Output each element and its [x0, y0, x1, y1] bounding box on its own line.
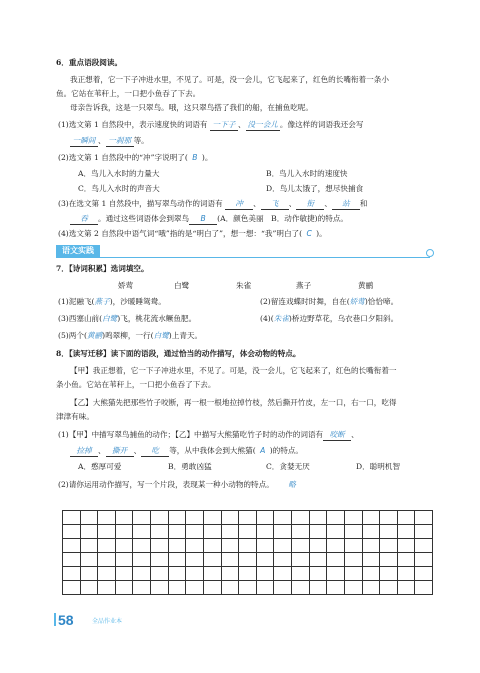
- grid-cell[interactable]: [310, 567, 328, 581]
- grid-cell[interactable]: [327, 581, 345, 595]
- answer-blank[interactable]: 撕开: [106, 446, 134, 457]
- grid-cell[interactable]: [98, 525, 116, 539]
- grid-cell[interactable]: [98, 567, 116, 581]
- grid-cell[interactable]: [222, 581, 240, 595]
- q8-passage-line: 【乙】大熊猫先把那些竹子咬断，再一根一根地拉掉竹枝，然后撕开竹皮，左一口，右一口，吃得: [70, 398, 397, 407]
- grid-cell[interactable]: [98, 539, 116, 553]
- grid-cell[interactable]: [169, 539, 187, 553]
- answer-fill[interactable]: 娇莺: [349, 297, 365, 306]
- option: C．贪婪无厌: [266, 462, 310, 471]
- grid-cell[interactable]: [133, 539, 151, 553]
- grid-cell[interactable]: [292, 539, 310, 553]
- grid-cell[interactable]: [81, 539, 99, 553]
- q6-sub3-cont: 吞 。通过这些词语体会到翠鸟 B (A．颜色美丽 B．动作敏捷)的特点。: [70, 214, 348, 225]
- q6-passage-line: 母亲告诉我，这是一只翠鸟。哦，这只翠鸟搭了我们的船，在捕鱼吃呢。: [70, 103, 313, 112]
- grid-cell[interactable]: [186, 511, 204, 525]
- q6-sub1-cont: 一瞬间 、 一刹那 等。: [70, 136, 149, 147]
- grid-cell[interactable]: [257, 511, 275, 525]
- grid-cell[interactable]: [415, 553, 433, 567]
- option: C．鸟儿入水时的声音大: [78, 184, 160, 193]
- option: D．鸟儿太饿了，想尽快捕食: [266, 184, 364, 193]
- q8-passage-line: 津津有味。: [56, 412, 94, 421]
- grid-cell[interactable]: [133, 511, 151, 525]
- grid-cell[interactable]: [222, 525, 240, 539]
- grid-cell[interactable]: [345, 581, 363, 595]
- grid-cell[interactable]: [363, 553, 381, 567]
- grid-cell[interactable]: [169, 511, 187, 525]
- grid-cell[interactable]: [116, 567, 134, 581]
- answer-choice[interactable]: B: [192, 153, 198, 162]
- grid-cell[interactable]: [345, 553, 363, 567]
- q7-line4: (4)(朱雀)桥边野草花，乌衣巷口夕阳斜。: [260, 314, 399, 323]
- grid-cell[interactable]: [380, 525, 398, 539]
- grid-cell[interactable]: [222, 511, 240, 525]
- q7-line5: (5)两个(黄鹂)鸣翠柳，一行(白鹭)上青天。: [58, 331, 203, 340]
- grid-cell[interactable]: [239, 539, 257, 553]
- q6-passage-line: 我正想着，它一下子冲进水里，不见了。可是，没一会儿，它飞起来了，红色的长嘴衔着一条小: [70, 75, 389, 84]
- grid-cell[interactable]: [169, 567, 187, 581]
- q8-passage-line: 【甲】我正想着，它一下子冲进水里，不见了。可是，没一会儿，它飞起来了，红色的长嘴衔着一: [70, 366, 397, 375]
- section-banner: [56, 245, 430, 258]
- grid-cell[interactable]: [415, 525, 433, 539]
- grid-cell[interactable]: [292, 581, 310, 595]
- grid-cell[interactable]: [345, 525, 363, 539]
- grid-cell[interactable]: [204, 581, 222, 595]
- answer-fill[interactable]: 朱雀: [273, 314, 289, 323]
- word-option: 白鹭: [174, 281, 190, 290]
- q8-title: 8．【读写迁移】读下面的语段，通过恰当的动作描写，体会动物的特点。: [56, 349, 301, 358]
- q6-sub3: (3)在选文第 1 自然段中，描写翠鸟动作的词语有 冲 、 飞 、 衔 、 站 和: [58, 199, 368, 208]
- answer-blank[interactable]: 一瞬间: [70, 136, 98, 147]
- q7-line3: (3)西塞山前(白鹭)飞，桃花流水鳜鱼肥。: [58, 314, 197, 323]
- grid-cell[interactable]: [63, 525, 81, 539]
- grid-cell[interactable]: [363, 525, 381, 539]
- grid-cell[interactable]: [204, 553, 222, 567]
- grid-cell[interactable]: [133, 567, 151, 581]
- q7-line1: (1)泥融飞(燕子)，沙暖睡鸳鸯。: [58, 297, 166, 306]
- grid-cell[interactable]: [151, 511, 169, 525]
- grid-cell[interactable]: [151, 567, 169, 581]
- grid-cell[interactable]: [398, 511, 416, 525]
- q7-title: 7．【诗词积累】选词填空。: [56, 264, 149, 273]
- q6-title: 6．重点语段阅读。: [56, 58, 123, 67]
- answer-fill[interactable]: 白鹭: [153, 331, 169, 340]
- grid-cell[interactable]: [398, 553, 416, 567]
- answer-fill[interactable]: 燕子: [94, 297, 110, 306]
- answer-blank[interactable]: 站: [332, 199, 360, 210]
- circle-icon: [426, 249, 434, 257]
- option: A．憨厚可爱: [78, 462, 122, 471]
- grid-cell[interactable]: [239, 567, 257, 581]
- grid-cell[interactable]: [204, 567, 222, 581]
- grid-cell[interactable]: [63, 511, 81, 525]
- grid-cell[interactable]: [98, 581, 116, 595]
- answer-blank[interactable]: 衔: [296, 199, 324, 210]
- grid-cell[interactable]: [327, 553, 345, 567]
- answer-blank[interactable]: 吞: [70, 214, 98, 225]
- grid-cell[interactable]: [151, 539, 169, 553]
- grid-cell[interactable]: [133, 553, 151, 567]
- grid-cell[interactable]: [327, 539, 345, 553]
- grid-cell[interactable]: [257, 539, 275, 553]
- grid-cell[interactable]: [239, 581, 257, 595]
- book-label: 全品作业本: [92, 618, 123, 625]
- option: D．聪明机智: [356, 462, 401, 471]
- q6-sub2: (2)选文第 1 自然段中的“冲”字说明了( B )。: [58, 153, 213, 162]
- q7-line2: (2)留连戏蝶时时舞，自在(娇莺)恰恰啼。: [260, 297, 399, 306]
- grid-cell[interactable]: [274, 511, 292, 525]
- grid-cell[interactable]: [169, 525, 187, 539]
- grid-cell[interactable]: [169, 553, 187, 567]
- grid-cell[interactable]: [116, 511, 134, 525]
- word-option: 黄鹂: [358, 281, 374, 290]
- grid-cell[interactable]: [116, 525, 134, 539]
- grid-cell[interactable]: [151, 525, 169, 539]
- grid-cell[interactable]: [274, 525, 292, 539]
- q6-passage-line: 鱼。它站在苇秆上，一口把小鱼吞了下去。: [56, 89, 201, 98]
- grid-cell[interactable]: [380, 581, 398, 595]
- grid-cell[interactable]: [292, 553, 310, 567]
- grid-cell[interactable]: [239, 553, 257, 567]
- grid-cell[interactable]: [204, 511, 222, 525]
- grid-cell[interactable]: [310, 581, 328, 595]
- option: B．勇敢凶猛: [168, 462, 212, 471]
- answer-choice[interactable]: A: [260, 446, 266, 455]
- grid-cell[interactable]: [415, 539, 433, 553]
- q8-sub1-cont: 拉掉 、 撕开 、 吃 等，从中我体会到大熊猫( A )的特点。: [70, 446, 303, 457]
- grid-cell[interactable]: [274, 581, 292, 595]
- grid-cell[interactable]: [81, 511, 99, 525]
- grid-cell[interactable]: [186, 581, 204, 595]
- answer-fill[interactable]: 略: [288, 480, 296, 489]
- page-number: 58: [58, 612, 74, 628]
- answer-blank[interactable]: 没一会儿: [247, 120, 278, 129]
- writing-grid[interactable]: [62, 510, 433, 595]
- grid-cell[interactable]: [310, 553, 328, 567]
- grid-cell[interactable]: [292, 525, 310, 539]
- grid-cell[interactable]: [398, 567, 416, 581]
- grid-cell[interactable]: [310, 525, 328, 539]
- grid-cell[interactable]: [380, 511, 398, 525]
- grid-cell[interactable]: [239, 525, 257, 539]
- answer-blank[interactable]: 拉掉: [70, 446, 98, 457]
- answer-blank[interactable]: 一刹那: [106, 136, 134, 147]
- grid-cell[interactable]: [204, 525, 222, 539]
- grid-cell[interactable]: [398, 581, 416, 595]
- grid-cell[interactable]: [98, 553, 116, 567]
- grid-cell[interactable]: [292, 511, 310, 525]
- grid-cell[interactable]: [327, 511, 345, 525]
- q6-sub1: (1)选文第 1 自然段中，表示速度快的词语有 一下子 、 没一会儿 。像这样的词语我还会写: [58, 120, 364, 129]
- grid-cell[interactable]: [257, 525, 275, 539]
- grid-cell[interactable]: [98, 511, 116, 525]
- grid-cell[interactable]: [415, 511, 433, 525]
- grid-cell[interactable]: [63, 553, 81, 567]
- grid-cell[interactable]: [81, 567, 99, 581]
- q6-sub4: (4)选文第 2 自然段中语气词“哦”指的是“明白了”，想一想：“我”明白了( C )。: [58, 229, 327, 238]
- option: B．鸟儿入水时的速度快: [266, 169, 348, 178]
- grid-cell[interactable]: [380, 567, 398, 581]
- q8-sub2: (2)请你运用动作描写，写一个片段，表现某一种小动物的特点。 略: [58, 480, 296, 489]
- grid-cell[interactable]: [363, 511, 381, 525]
- answer-blank[interactable]: 冲: [225, 199, 253, 210]
- grid-cell[interactable]: [363, 567, 381, 581]
- grid-cell[interactable]: [151, 553, 169, 567]
- answer-blank[interactable]: 一下子: [210, 120, 238, 131]
- grid-cell[interactable]: [415, 581, 433, 595]
- answer-fill[interactable]: 白鹭: [102, 314, 118, 323]
- grid-cell[interactable]: [274, 553, 292, 567]
- grid-cell[interactable]: [345, 511, 363, 525]
- grid-cell[interactable]: [327, 525, 345, 539]
- grid-cell[interactable]: [274, 567, 292, 581]
- grid-cell[interactable]: [327, 567, 345, 581]
- grid-cell[interactable]: [116, 539, 134, 553]
- answer-blank[interactable]: 咬断: [323, 430, 351, 441]
- grid-cell[interactable]: [310, 539, 328, 553]
- grid-cell[interactable]: [222, 567, 240, 581]
- grid-cell[interactable]: [63, 539, 81, 553]
- word-option: 燕子: [296, 281, 312, 290]
- grid-cell[interactable]: [186, 567, 204, 581]
- grid-cell[interactable]: [380, 553, 398, 567]
- page-number-bar: [54, 613, 56, 626]
- grid-cell[interactable]: [204, 539, 222, 553]
- grid-cell[interactable]: [81, 525, 99, 539]
- grid-cell[interactable]: [186, 525, 204, 539]
- grid-cell[interactable]: [257, 567, 275, 581]
- grid-cell[interactable]: [380, 539, 398, 553]
- grid-cell[interactable]: [81, 553, 99, 567]
- answer-blank[interactable]: 飞: [261, 199, 289, 210]
- grid-cell[interactable]: [63, 581, 81, 595]
- grid-cell[interactable]: [133, 581, 151, 595]
- grid-cell[interactable]: [274, 539, 292, 553]
- grid-cell[interactable]: [257, 553, 275, 567]
- grid-cell[interactable]: [292, 567, 310, 581]
- answer-blank[interactable]: 吃: [141, 446, 169, 457]
- grid-cell[interactable]: [415, 567, 433, 581]
- answer-choice[interactable]: C: [306, 229, 312, 238]
- word-option: 朱雀: [236, 281, 252, 290]
- grid-cell[interactable]: [398, 539, 416, 553]
- grid-cell[interactable]: [81, 581, 99, 595]
- grid-cell[interactable]: [363, 539, 381, 553]
- section-banner-title: 语文实践: [56, 245, 100, 257]
- grid-cell[interactable]: [310, 511, 328, 525]
- grid-cell[interactable]: [222, 539, 240, 553]
- q8-sub1: (1)【甲】中描写翠鸟捕鱼的动作；【乙】中描写大熊猫吃竹子时的动作的词语有 咬断 、: [58, 430, 359, 439]
- grid-cell[interactable]: [169, 581, 187, 595]
- word-option: 娇莺: [118, 281, 134, 290]
- option: A．鸟儿入水时的力量大: [78, 169, 160, 178]
- grid-cell[interactable]: [222, 553, 240, 567]
- grid-cell[interactable]: [186, 553, 204, 567]
- grid-cell[interactable]: [186, 539, 204, 553]
- answer-fill[interactable]: 黄鹂: [86, 331, 103, 340]
- grid-cell[interactable]: [151, 581, 169, 595]
- grid-cell[interactable]: [257, 581, 275, 595]
- grid-cell[interactable]: [398, 525, 416, 539]
- grid-cell[interactable]: [63, 567, 81, 581]
- answer-blank[interactable]: B: [189, 214, 217, 225]
- grid-cell[interactable]: [239, 511, 257, 525]
- grid-cell[interactable]: [116, 581, 134, 595]
- grid-cell[interactable]: [345, 539, 363, 553]
- grid-cell[interactable]: [345, 567, 363, 581]
- grid-cell[interactable]: [363, 581, 381, 595]
- q8-passage-line: 条小鱼。它站在苇秆上，一口把小鱼吞了下去。: [56, 380, 216, 389]
- grid-cell[interactable]: [116, 553, 134, 567]
- grid-cell[interactable]: [133, 525, 151, 539]
